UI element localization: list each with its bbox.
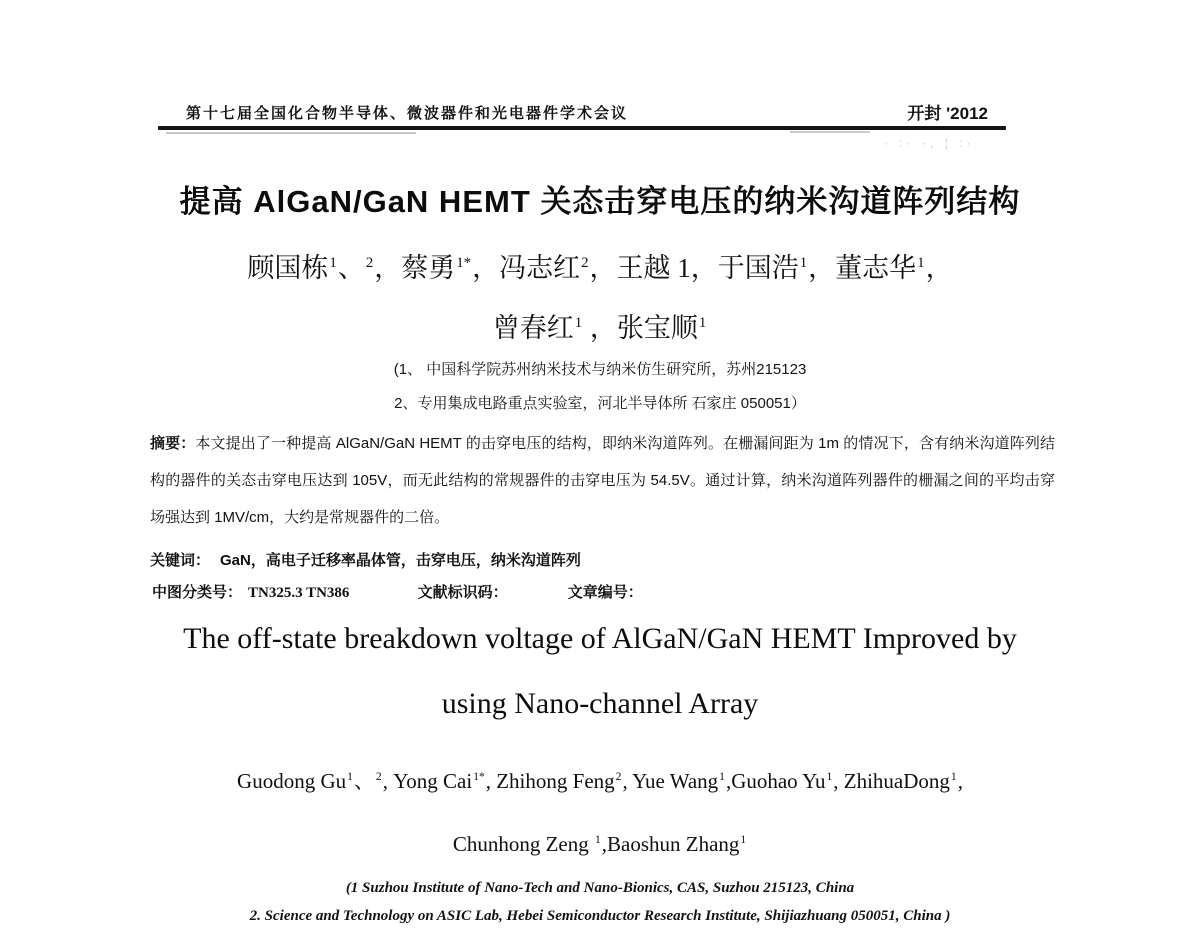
abstract-text: 本文提出了一种提高 AlGaN/GaN HEMT 的击穿电压的结构，即纳米沟道阵列。在栅漏间距为 1m 的情况下，含有纳米沟道阵列结构的器件的关态击穿电压达到 105V，而无此结构的常规器件的击穿电压为 54.5V。通过计算，纳米沟道阵列器件的栅漏之间的平均击穿场强达到 1MV/cm，大约是常规器件的二倍。	[150, 435, 1055, 526]
author-name: 、	[353, 769, 375, 793]
keywords-label: 关键词：	[150, 552, 211, 569]
author-superscript: 2	[375, 771, 382, 783]
author-superscript: 1	[329, 255, 337, 271]
clc-value: TN325.3 TN386	[248, 585, 350, 601]
chinese-authors-line1	[0, 246, 1200, 285]
english-title-line1: The off-state breakdown voltage of AlGaN/GaN HEMT Improved by	[183, 622, 1017, 655]
author-name: , ZhihuaDong	[833, 769, 950, 793]
header-rule	[158, 126, 1006, 130]
english-authors-line2	[0, 832, 1200, 857]
chinese-affiliation-2: 2、专用集成电路重点实验室，河北半导体所 石家庄 050051）	[394, 395, 806, 412]
author-name: , Zhihong Feng	[485, 769, 615, 793]
author-name: ,Baoshun Zhang	[601, 832, 740, 856]
header-rule-ghost	[790, 131, 870, 133]
abstract-label: 摘要：	[150, 435, 196, 452]
chinese-affiliation-1: (1、 中国科学院苏州纳米技术与纳米仿生研究所，苏州215123	[393, 361, 807, 378]
author-name: ,Guohao Yu	[725, 769, 826, 793]
faint-pencil-marks: · :· ·, ¦ :·	[884, 136, 975, 150]
author-superscript: 1	[719, 771, 725, 783]
clc-label: 中图分类号：	[152, 584, 243, 601]
english-affiliation-1: (1 Suzhou Institute of Nano-Tech and Nano-Bionics, CAS, Suzhou 215123, China	[345, 880, 855, 896]
conference-edition: 开封 '2012	[907, 104, 988, 123]
author-name: ,	[957, 769, 963, 793]
english-authors-line1	[0, 765, 1200, 795]
author-name: 曾春红	[492, 313, 574, 343]
author-superscript: 1	[799, 255, 808, 271]
doc-code-label: 文献标识码：	[417, 584, 508, 601]
author-superscript: 1*	[473, 771, 485, 783]
keywords-text: GaN，高电子迁移率晶体管，击穿电压，纳米沟道阵列	[220, 552, 581, 569]
author-name: 顾国栋	[247, 253, 329, 283]
author-superscript: 2	[615, 771, 622, 783]
author-superscript: 1	[347, 771, 353, 783]
author-superscript: 2	[581, 255, 589, 271]
author-superscript: 1	[594, 834, 601, 846]
english-affiliation-2: 2. Science and Technology on ASIC Lab, Hebei Semiconductor Research Institute, Shijiazhuang 050051, China )	[249, 908, 951, 924]
author-name: ，王越 1，于国浩	[589, 253, 799, 283]
author-superscript: 1	[950, 771, 957, 783]
author-name: ，张宝顺	[583, 313, 698, 343]
author-name: , Yong Cai	[382, 769, 473, 793]
author-superscript: 1	[917, 255, 925, 271]
author-name: ，董志华	[808, 253, 917, 283]
chinese-authors-line2	[0, 306, 1200, 345]
keywords-line	[150, 549, 581, 570]
classification-line	[152, 581, 649, 602]
author-name: Guodong Gu	[237, 769, 347, 793]
author-name: ，蔡勇	[374, 253, 456, 283]
author-superscript: 2	[365, 255, 374, 271]
conference-name: 第十七届全国化合物半导体、微波器件和光电器件学术会议	[186, 105, 629, 122]
author-name: ，	[925, 253, 953, 283]
article-id-label: 文章编号：	[567, 584, 643, 601]
abstract-paragraph	[150, 425, 1055, 536]
author-superscript: 1	[574, 315, 583, 331]
chinese-title: 提高 AlGaN/GaN HEMT 关态击穿电压的纳米沟道阵列结构	[179, 184, 1021, 219]
author-superscript: 1	[698, 315, 707, 331]
author-name: , Yue Wang	[622, 769, 719, 793]
author-superscript: 1	[740, 834, 747, 846]
author-superscript: 1	[826, 771, 833, 783]
header-rule-ghost	[166, 132, 416, 134]
author-superscript: 1*	[456, 255, 472, 271]
author-name: Chunhong Zeng	[452, 832, 594, 856]
english-title-line2: using Nano-channel Array	[441, 687, 759, 720]
author-name: 、	[337, 253, 365, 283]
author-name: ，冯志红	[472, 253, 581, 283]
